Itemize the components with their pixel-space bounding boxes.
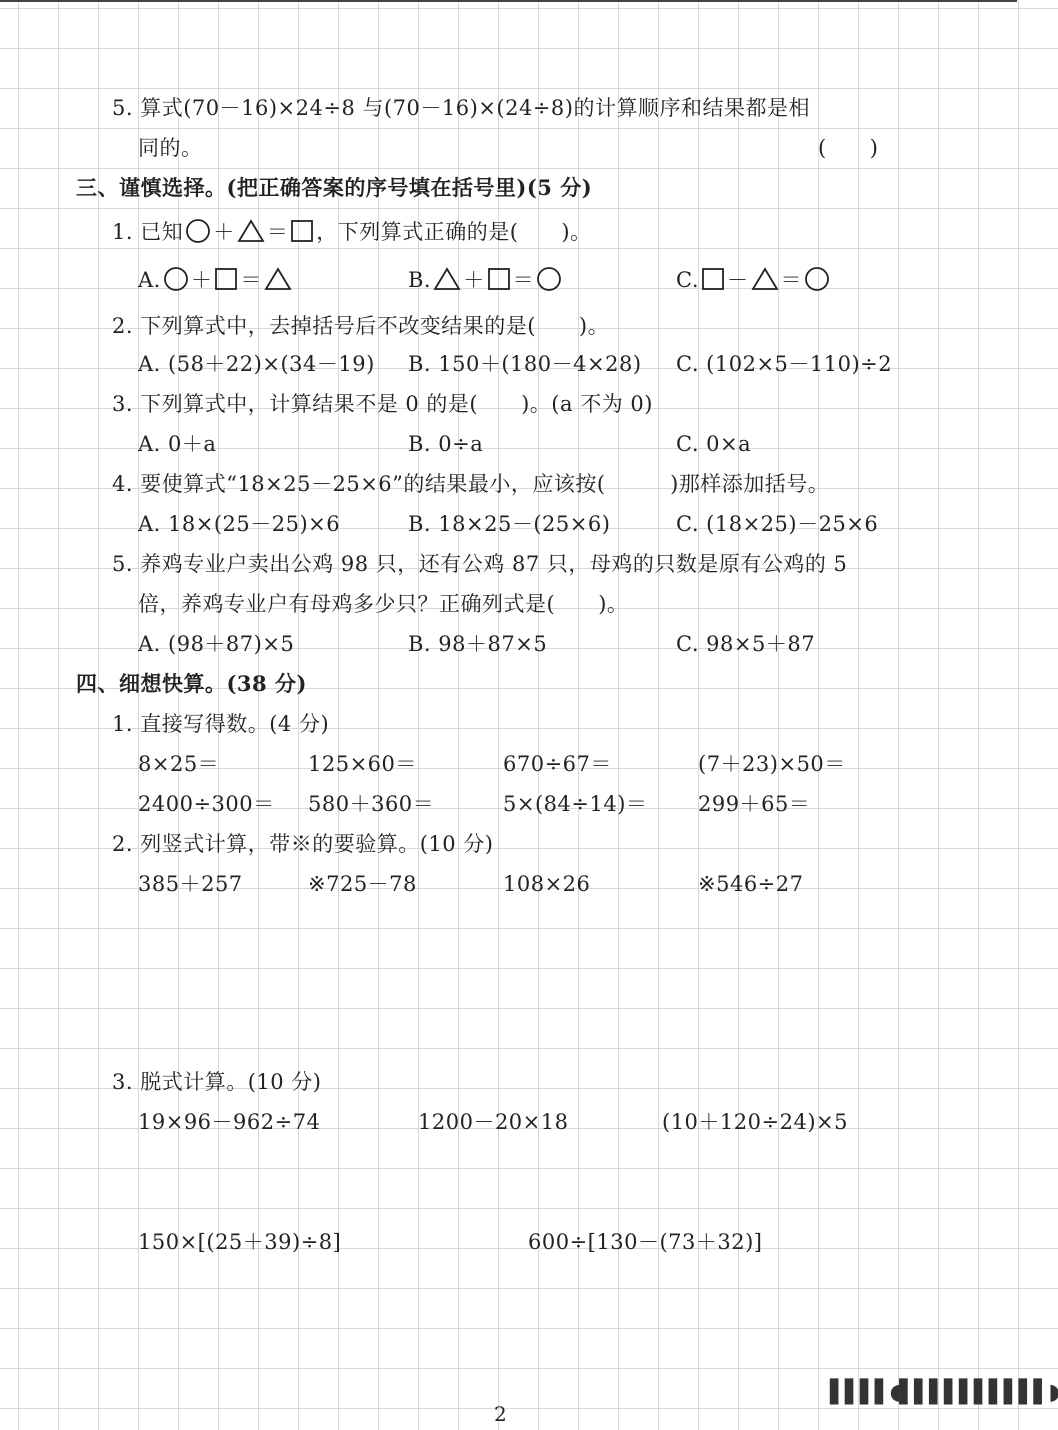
step-calc-item: 1200－20×18 <box>418 1110 569 1134</box>
oral-calc-item: 125×60＝ <box>308 752 417 776</box>
triangle-shape-icon <box>433 267 461 291</box>
page-number: 2 <box>494 1402 507 1426</box>
choice-q4-stem: 4. 要使算式“18×25－25×6”的结果最小，应该按( )那样添加括号。 <box>112 472 830 496</box>
choice-q5-stem-line1: 5. 养鸡专业户卖出公鸡 98 只，还有公鸡 87 只，母鸡的只数是原有公鸡的 5 <box>112 552 848 576</box>
plus-sign: ＋ <box>190 268 213 292</box>
triangle-shape-icon <box>751 267 779 291</box>
choice-q4-option-a: A. 18×(25－25)×6 <box>138 512 341 536</box>
minus-sign: － <box>727 268 749 292</box>
option-c-label: C. <box>676 268 699 292</box>
oral-calc-item: 2400÷300＝ <box>138 792 275 816</box>
plus-sign: ＋ <box>213 220 235 244</box>
oral-calc-item: 299＋65＝ <box>698 792 811 816</box>
subsection-3-title: 3. 脱式计算。(10 分) <box>112 1070 322 1094</box>
square-shape-icon <box>487 267 511 291</box>
step-calc-item: 19×96－962÷74 <box>138 1110 321 1134</box>
choice-q1-stem-suffix: ，下列算式正确的是( )。 <box>316 220 592 244</box>
triangle-shape-icon <box>264 267 292 291</box>
step-calc-item: 150×[(25＋39)÷8] <box>138 1230 342 1254</box>
step-calc-item: 600÷[130－(73＋32)] <box>528 1230 763 1254</box>
choice-q1-option-a <box>138 266 294 294</box>
oral-calc-item: 670÷67＝ <box>503 752 612 776</box>
step-calc-item: (10＋120÷24)×5 <box>662 1110 848 1134</box>
choice-q4-option-b: B. 18×25－(25×6) <box>408 512 611 536</box>
plus-sign: ＋ <box>463 268 485 292</box>
choice-q2-option-a: A. (58＋22)×(34－19) <box>138 352 375 376</box>
equals-sign: ＝ <box>240 268 262 292</box>
vertical-calc-item: 108×26 <box>503 872 591 896</box>
option-b-label: B. <box>408 268 432 292</box>
oral-calc-item: 8×25＝ <box>138 752 220 776</box>
choice-q5-stem-line2: 倍，养鸡专业户有母鸡多少只？正确列式是( )。 <box>138 592 629 616</box>
circle-shape-icon <box>185 219 211 243</box>
choice-q5-option-c: C. 98×5＋87 <box>676 632 816 656</box>
oral-calc-item: 5×(84÷14)＝ <box>503 792 648 816</box>
top-border <box>0 0 1017 2</box>
section-4-title: 四、细想快算。(38 分) <box>76 671 307 696</box>
choice-q4-option-c: C. (18×25)－25×6 <box>676 512 879 536</box>
square-shape-icon <box>290 219 314 243</box>
judge-q5-answer-paren: ( ) <box>818 136 879 160</box>
choice-q2-option-b: B. 150＋(180－4×28) <box>408 352 642 376</box>
subsection-2-title: 2. 列竖式计算，带※的要验算。(10 分) <box>112 832 494 856</box>
watermark-mark: ▌▌▌▌◖▌▌▌▌▌▌▌▌▌▌◗ <box>830 1380 1058 1405</box>
vertical-calc-item: ※546÷27 <box>698 872 804 896</box>
choice-q1-option-b <box>408 266 564 294</box>
choice-q2-stem: 2. 下列算式中，去掉括号后不改变结果的是( )。 <box>112 314 610 338</box>
circle-shape-icon <box>163 267 189 291</box>
vertical-calc-item: ※725－78 <box>308 872 417 896</box>
choice-q1-option-c <box>676 266 832 294</box>
vertical-calc-item: 385＋257 <box>138 872 243 896</box>
choice-q5-option-b: B. 98＋87×5 <box>408 632 548 656</box>
oral-calc-item: 580＋360＝ <box>308 792 435 816</box>
choice-q3-stem: 3. 下列算式中，计算结果不是 0 的是( )。(a 不为 0) <box>112 392 653 416</box>
judge-q5-line1: 5. 算式(70－16)×24÷8 与(70－16)×(24÷8)的计算顺序和结果都是相 <box>112 96 810 120</box>
judge-q5-line2: 同的。 <box>138 136 203 160</box>
square-shape-icon <box>701 267 725 291</box>
circle-shape-icon <box>804 267 830 291</box>
equals-sign: ＝ <box>780 268 802 292</box>
choice-q1-stem-prefix: 1. 已知 <box>112 220 184 244</box>
section-3-title: 三、谨慎选择。(把正确答案的序号填在括号里)(5 分) <box>76 175 593 200</box>
circle-shape-icon <box>536 267 562 291</box>
choice-q3-option-b: B. 0÷a <box>408 432 484 456</box>
choice-q3-option-c: C. 0×a <box>676 432 752 456</box>
equals-sign: ＝ <box>266 220 289 244</box>
triangle-shape-icon <box>237 219 265 243</box>
equals-sign: ＝ <box>512 268 535 292</box>
choice-q3-option-a: A. 0＋a <box>138 432 217 456</box>
option-a-label: A. <box>138 268 161 292</box>
choice-q2-option-c: C. (102×5－110)÷2 <box>676 352 893 376</box>
choice-q1-stem <box>112 218 592 246</box>
subsection-1-title: 1. 直接写得数。(4 分) <box>112 712 330 736</box>
oral-calc-item: (7＋23)×50＝ <box>698 752 846 776</box>
choice-q5-option-a: A. (98＋87)×5 <box>138 632 295 656</box>
square-shape-icon <box>214 267 238 291</box>
